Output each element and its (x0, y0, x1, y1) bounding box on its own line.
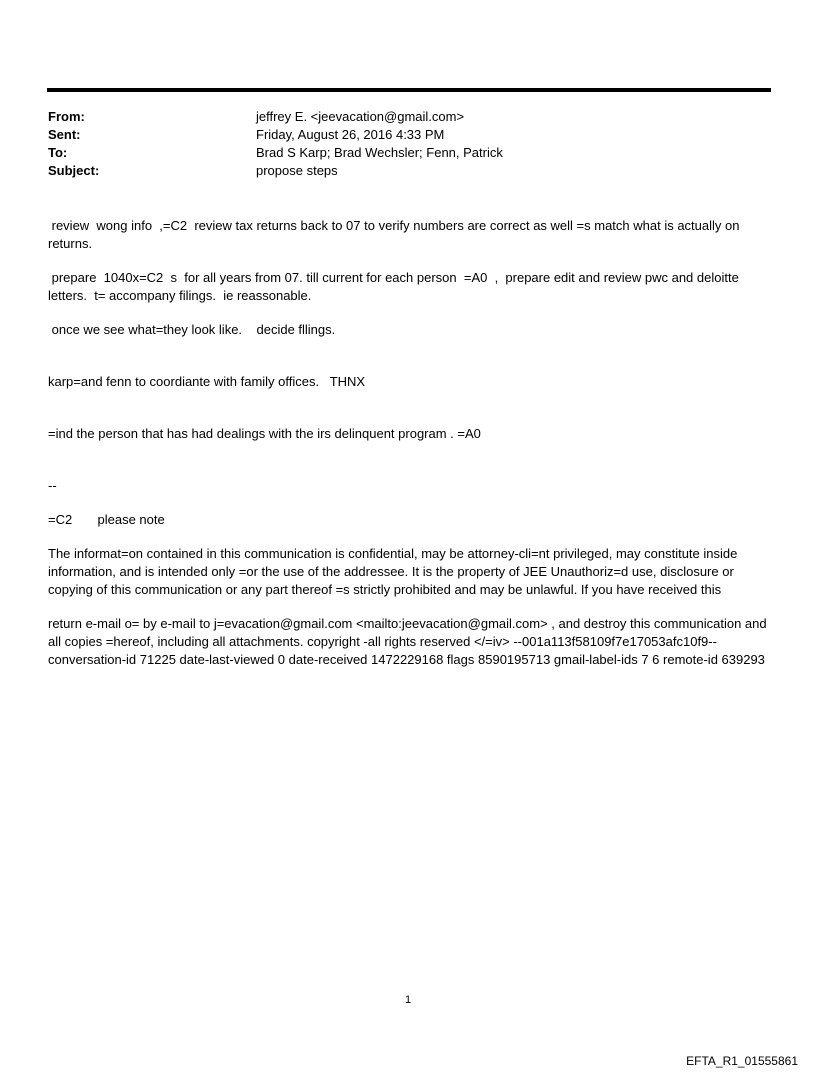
please-note: =C2 please note (48, 512, 165, 527)
subject-row (48, 162, 768, 180)
sent-value: Friday, August 26, 2016 4:33 PM (256, 127, 445, 142)
sent-row (48, 126, 768, 144)
page-number: 1 (404, 994, 412, 1006)
to-label: To: (48, 145, 68, 160)
body-paragraph-prepare: prepare 1040x=C2 s for all years from 07. till current for each person =A0 , prepare edit and review pwc and deloitte letters. t= accompany filings. ie reassonable. (48, 270, 743, 303)
header-divider (47, 88, 771, 92)
body-paragraph-once: once we see what=they look like. decide fllings. (48, 322, 336, 337)
subject-value: propose steps (256, 163, 338, 178)
body-paragraph-review: review wong info ,=C2 review tax returns back to 07 to verify numbers are correct as well =s match what is actually on returns. (48, 218, 744, 251)
signature-separator: -- (48, 478, 57, 493)
body-paragraph-karp: karp=and fenn to coordiante with family offices. THNX (48, 374, 366, 389)
email-body (48, 217, 770, 669)
confidentiality-notice: The informat=on contained in this communication is confidential, may be attorney-cli=nt privileged, may constitute inside information, and is intended only =or the use of the addressee. It is the property of JEE Unauthoriz=d use, disclosure or copying of this communication or any part thereof =s strictly prohibited and may be unlawful. If you have received this (48, 546, 741, 597)
email-header (48, 108, 768, 180)
from-label: From: (48, 109, 85, 124)
body-paragraph-find: =ind the person that has had dealings with the irs delinquent program . =A0 (48, 426, 481, 441)
from-value: jeffrey E. <jeevacation@gmail.com> (256, 109, 465, 124)
bates-number: EFTA_R1_01555861 (686, 1054, 798, 1068)
from-row (48, 108, 768, 126)
sent-label: Sent: (48, 127, 81, 142)
return-notice: return e-mail o= by e-mail to j=evacation@gmail.com <mailto:jeevacation@gmail.com> , and destroy this communication and all copies =hereof, including all attachments. copyright -all rights reserved </=iv> --001a113f58109f7e17053afc10f9-- conversation-id 71225 date-last-viewed 0 date-received 1472229168 flags 8590195713 gmail-label-ids 7 6 remote-id 639293 (48, 616, 771, 667)
subject-label: Subject: (48, 163, 100, 178)
to-value: Brad S Karp; Brad Wechsler; Fenn, Patrick (256, 145, 503, 160)
to-row (48, 144, 768, 162)
